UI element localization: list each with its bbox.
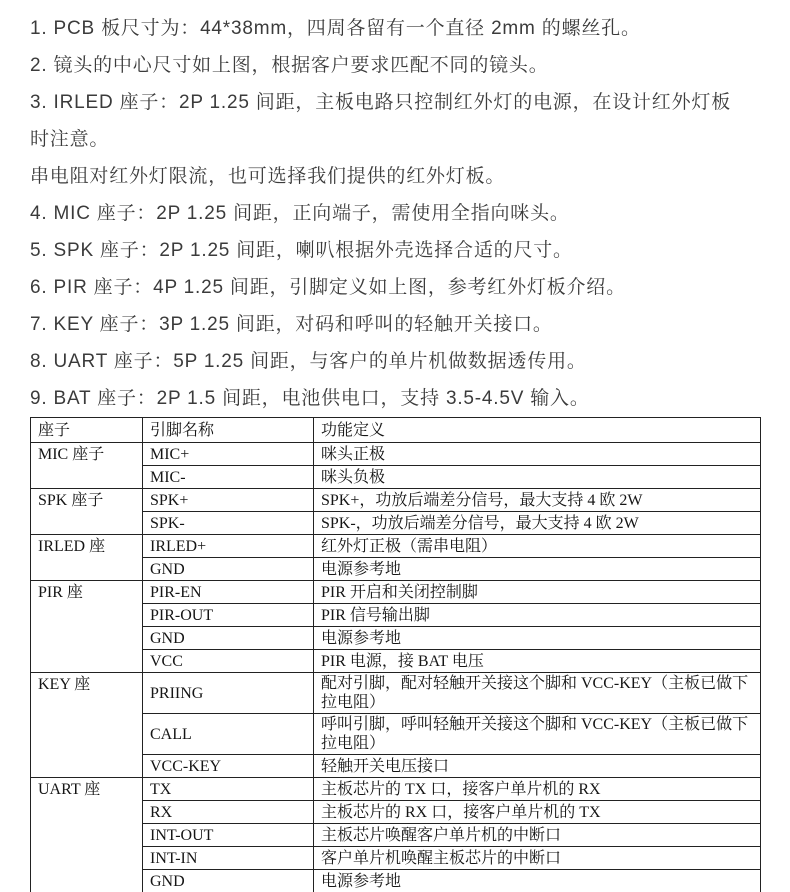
pin-name-cell: GND bbox=[143, 870, 314, 892]
note-line: 4. MIC 座子：2P 1.25 间距，正向端子，需使用全指向咪头。 bbox=[30, 203, 570, 224]
note-line: 2. 镜头的中心尺寸如上图，根据客户要求匹配不同的镜头。 bbox=[30, 55, 549, 76]
connector-name-cell: SPK 座子 bbox=[31, 489, 143, 535]
pin-name-cell: SPK- bbox=[143, 512, 314, 535]
pin-name-cell: PRIING bbox=[143, 673, 314, 714]
pin-name-cell: PIR-OUT bbox=[143, 604, 314, 627]
column-header: 引脚名称 bbox=[143, 418, 314, 443]
pin-function-cell: PIR 电源，接 BAT 电压 bbox=[314, 650, 761, 673]
pin-name-cell: TX bbox=[143, 778, 314, 801]
pin-function-cell: SPK-，功放后端差分信号，最大支持 4 欧 2W bbox=[314, 512, 761, 535]
pin-name-cell: INT-IN bbox=[143, 847, 314, 870]
note-line: 6. PIR 座子：4P 1.25 间距，引脚定义如上图，参考红外灯板介绍。 bbox=[30, 277, 626, 298]
pin-function-cell: 呼叫引脚，呼叫轻触开关接这个脚和 VCC-KEY（主板已做下拉电阻） bbox=[314, 714, 761, 755]
pin-name-cell: SPK+ bbox=[143, 489, 314, 512]
pin-function-cell: 配对引脚，配对轻触开关接这个脚和 VCC-KEY（主板已做下拉电阻） bbox=[314, 673, 761, 714]
pin-function-cell: 咪头正极 bbox=[314, 443, 761, 466]
column-header: 座子 bbox=[31, 418, 143, 443]
note-line: 串电阻对红外灯限流，也可选择我们提供的红外灯板。 bbox=[30, 166, 506, 187]
note-line: 5. SPK 座子：2P 1.25 间距，喇叭根据外壳选择合适的尺寸。 bbox=[30, 240, 573, 261]
table-row bbox=[31, 673, 761, 714]
pin-name-cell: RX bbox=[143, 801, 314, 824]
pin-table-header-row bbox=[31, 418, 761, 443]
connector-name-cell: IRLED 座 bbox=[31, 535, 143, 581]
pin-name-cell: VCC bbox=[143, 650, 314, 673]
note-line: 7. KEY 座子：3P 1.25 间距，对码和呼叫的轻触开关接口。 bbox=[30, 314, 553, 335]
pin-name-cell: PIR-EN bbox=[143, 581, 314, 604]
pin-function-cell: 客户单片机唤醒主板芯片的中断口 bbox=[314, 847, 761, 870]
note-line: 9. BAT 座子：2P 1.5 间距，电池供电口，支持 3.5-4.5V 输入。 bbox=[30, 388, 590, 409]
table-row bbox=[31, 535, 761, 558]
pin-function-cell: 咪头负极 bbox=[314, 466, 761, 489]
pin-function-cell: 电源参考地 bbox=[314, 627, 761, 650]
note-line: 1. PCB 板尺寸为：44*38mm，四周各留有一个直径 2mm 的螺丝孔。 bbox=[30, 18, 641, 39]
pin-function-cell: PIR 信号输出脚 bbox=[314, 604, 761, 627]
pin-function-cell: 电源参考地 bbox=[314, 558, 761, 581]
pin-name-cell: CALL bbox=[143, 714, 314, 755]
table-row bbox=[31, 778, 761, 801]
pin-name-cell: INT-OUT bbox=[143, 824, 314, 847]
pin-function-cell: PIR 开启和关闭控制脚 bbox=[314, 581, 761, 604]
pin-function-cell: SPK+，功放后端差分信号，最大支持 4 欧 2W bbox=[314, 489, 761, 512]
pin-function-cell: 主板芯片的 TX 口，接客户单片机的 RX bbox=[314, 778, 761, 801]
connector-name-cell: MIC 座子 bbox=[31, 443, 143, 489]
pin-name-cell: MIC+ bbox=[143, 443, 314, 466]
pin-function-cell: 主板芯片唤醒客户单片机的中断口 bbox=[314, 824, 761, 847]
pin-function-cell: 电源参考地 bbox=[314, 870, 761, 892]
pin-table-body bbox=[31, 443, 761, 892]
note-line: 8. UART 座子：5P 1.25 间距，与客户的单片机做数据透传用。 bbox=[30, 351, 587, 372]
connector-name-cell: PIR 座 bbox=[31, 581, 143, 673]
note-line: 时注意。 bbox=[30, 129, 110, 150]
table-row bbox=[31, 443, 761, 466]
connector-name-cell: KEY 座 bbox=[31, 673, 143, 778]
notes-list bbox=[30, 10, 760, 417]
table-row bbox=[31, 581, 761, 604]
column-header: 功能定义 bbox=[314, 418, 761, 443]
connector-name-cell: UART 座 bbox=[31, 778, 143, 892]
pin-name-cell: GND bbox=[143, 627, 314, 650]
table-row bbox=[31, 489, 761, 512]
pin-name-cell: VCC-KEY bbox=[143, 755, 314, 778]
pin-definition-table bbox=[30, 417, 761, 892]
pin-function-cell: 主板芯片的 RX 口，接客户单片机的 TX bbox=[314, 801, 761, 824]
pin-function-cell: 轻触开关电压接口 bbox=[314, 755, 761, 778]
pin-function-cell: 红外灯正极（需串电阻） bbox=[314, 535, 761, 558]
pin-name-cell: GND bbox=[143, 558, 314, 581]
pin-name-cell: MIC- bbox=[143, 466, 314, 489]
pin-name-cell: IRLED+ bbox=[143, 535, 314, 558]
note-line: 3. IRLED 座子：2P 1.25 间距，主板电路只控制红外灯的电源，在设计红外灯板 bbox=[30, 92, 731, 113]
